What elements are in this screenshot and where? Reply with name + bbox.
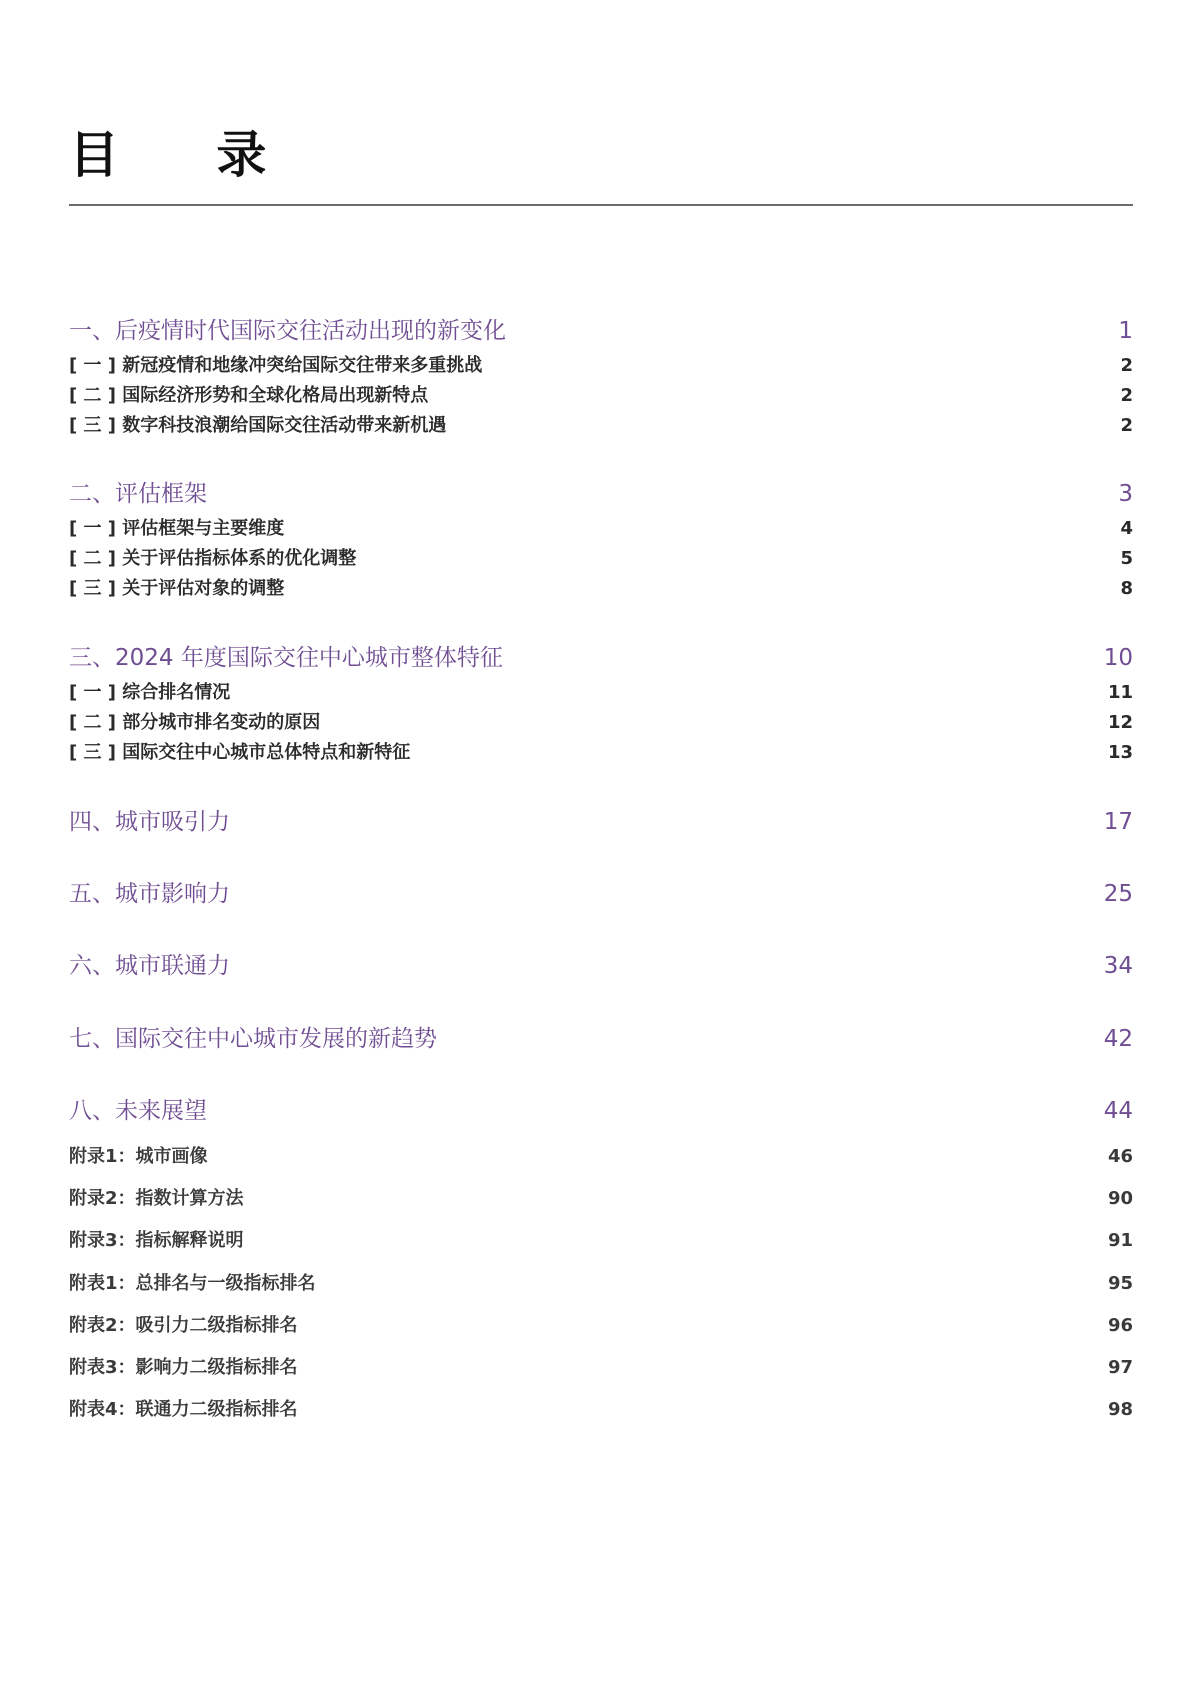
toc-table-2[interactable] [69, 1311, 1133, 1337]
toc-section-2-2[interactable] [69, 544, 1133, 570]
toc-appendix-1-label: 附录1：城市画像 [69, 1146, 208, 1167]
toc-chapter-7[interactable] [69, 1020, 1133, 1053]
toc-chapter-1-label: 一、后疫情时代国际交往活动出现的新变化 [69, 318, 506, 344]
toc-section-1-1[interactable] [69, 351, 1133, 377]
toc-chapter-1-page: 1 [1118, 318, 1133, 344]
toc-section-3-2-label: [ 二 ] 部分城市排名变动的原因 [69, 712, 321, 733]
toc-section-2-1-page: 4 [1120, 518, 1133, 539]
toc-table-4[interactable] [69, 1395, 1133, 1421]
toc-chapter-8[interactable] [69, 1092, 1133, 1125]
toc-section-1-3-label: [ 三 ] 数字科技浪潮给国际交往活动带来新机遇 [69, 415, 447, 436]
toc-section-2-3-page: 8 [1120, 578, 1133, 599]
toc-table-3-label: 附表3：影响力二级指标排名 [69, 1357, 298, 1378]
toc-section-2-1[interactable] [69, 514, 1133, 540]
toc-chapter-6-page: 34 [1103, 953, 1133, 979]
toc-chapter-2[interactable] [69, 475, 1133, 508]
toc-table-3[interactable] [69, 1353, 1133, 1379]
toc-chapter-4-page: 17 [1103, 809, 1133, 835]
toc-table-4-label: 附表4：联通力二级指标排名 [69, 1399, 298, 1420]
toc-chapter-3[interactable] [69, 639, 1133, 672]
toc-section-3-3-page: 13 [1107, 742, 1133, 763]
toc-appendix-2-label: 附录2：指数计算方法 [69, 1188, 244, 1209]
toc-chapter-4[interactable] [69, 803, 1133, 836]
toc-chapter-5-label: 五、城市影响力 [69, 881, 230, 907]
toc-appendix-1[interactable] [69, 1142, 1133, 1168]
toc-section-3-1[interactable] [69, 678, 1133, 704]
toc-chapter-2-label: 二、评估框架 [69, 481, 207, 507]
toc-chapter-6-label: 六、城市联通力 [69, 953, 230, 979]
toc-section-3-1-page: 11 [1107, 682, 1133, 703]
toc-table-1-label: 附表1：总排名与一级指标排名 [69, 1273, 316, 1294]
toc-section-1-2-label: [ 二 ] 国际经济形势和全球化格局出现新特点 [69, 385, 429, 406]
toc-chapter-7-label: 七、国际交往中心城市发展的新趋势 [69, 1026, 437, 1052]
toc-appendix-2-page: 90 [1107, 1188, 1133, 1209]
toc-appendix-3-label: 附录3：指标解释说明 [69, 1230, 244, 1251]
toc-chapter-2-page: 3 [1118, 481, 1133, 507]
toc-appendix-3-page: 91 [1107, 1230, 1133, 1251]
toc-chapter-7-page: 42 [1103, 1026, 1133, 1052]
toc-section-3-1-label: [ 一 ] 综合排名情况 [69, 682, 231, 703]
toc-chapter-5-page: 25 [1103, 881, 1133, 907]
toc-chapter-8-page: 44 [1103, 1098, 1133, 1124]
toc-section-3-3[interactable] [69, 738, 1133, 764]
toc-section-2-3[interactable] [69, 574, 1133, 600]
toc-appendix-2[interactable] [69, 1184, 1133, 1210]
toc-section-1-3-page: 2 [1120, 415, 1133, 436]
toc-section-2-2-page: 5 [1120, 548, 1133, 569]
toc-section-1-3[interactable] [69, 411, 1133, 437]
toc-chapter-4-label: 四、城市吸引力 [69, 809, 230, 835]
toc-chapter-1[interactable] [69, 312, 1133, 345]
toc-table-4-page: 98 [1107, 1399, 1133, 1420]
toc-table-2-label: 附表2：吸引力二级指标排名 [69, 1315, 298, 1336]
toc-appendix-1-page: 46 [1107, 1146, 1133, 1167]
toc-section-2-1-label: [ 一 ] 评估框架与主要维度 [69, 518, 285, 539]
toc-appendix-3[interactable] [69, 1226, 1133, 1252]
toc-chapter-6[interactable] [69, 947, 1133, 980]
toc-table-1[interactable] [69, 1269, 1133, 1295]
toc-chapter-5[interactable] [69, 875, 1133, 908]
toc-section-1-1-page: 2 [1120, 355, 1133, 376]
toc-section-2-2-label: [ 二 ] 关于评估指标体系的优化调整 [69, 548, 357, 569]
toc-section-3-3-label: [ 三 ] 国际交往中心城市总体特点和新特征 [69, 742, 411, 763]
page-title: 目 录 [69, 126, 307, 184]
toc-chapter-8-label: 八、未来展望 [69, 1098, 207, 1124]
toc-section-3-2[interactable] [69, 708, 1133, 734]
toc-section-1-2-page: 2 [1120, 385, 1133, 406]
title-divider [69, 204, 1133, 206]
toc-chapter-3-page: 10 [1103, 645, 1133, 671]
toc-section-2-3-label: [ 三 ] 关于评估对象的调整 [69, 578, 285, 599]
toc-table-1-page: 95 [1107, 1273, 1133, 1294]
toc-section-1-2[interactable] [69, 381, 1133, 407]
toc-table-2-page: 96 [1107, 1315, 1133, 1336]
toc-table-3-page: 97 [1107, 1357, 1133, 1378]
toc-section-3-2-page: 12 [1107, 712, 1133, 733]
toc-chapter-3-label: 三、2024 年度国际交往中心城市整体特征 [69, 645, 503, 671]
toc-section-1-1-label: [ 一 ] 新冠疫情和地缘冲突给国际交往带来多重挑战 [69, 355, 483, 376]
